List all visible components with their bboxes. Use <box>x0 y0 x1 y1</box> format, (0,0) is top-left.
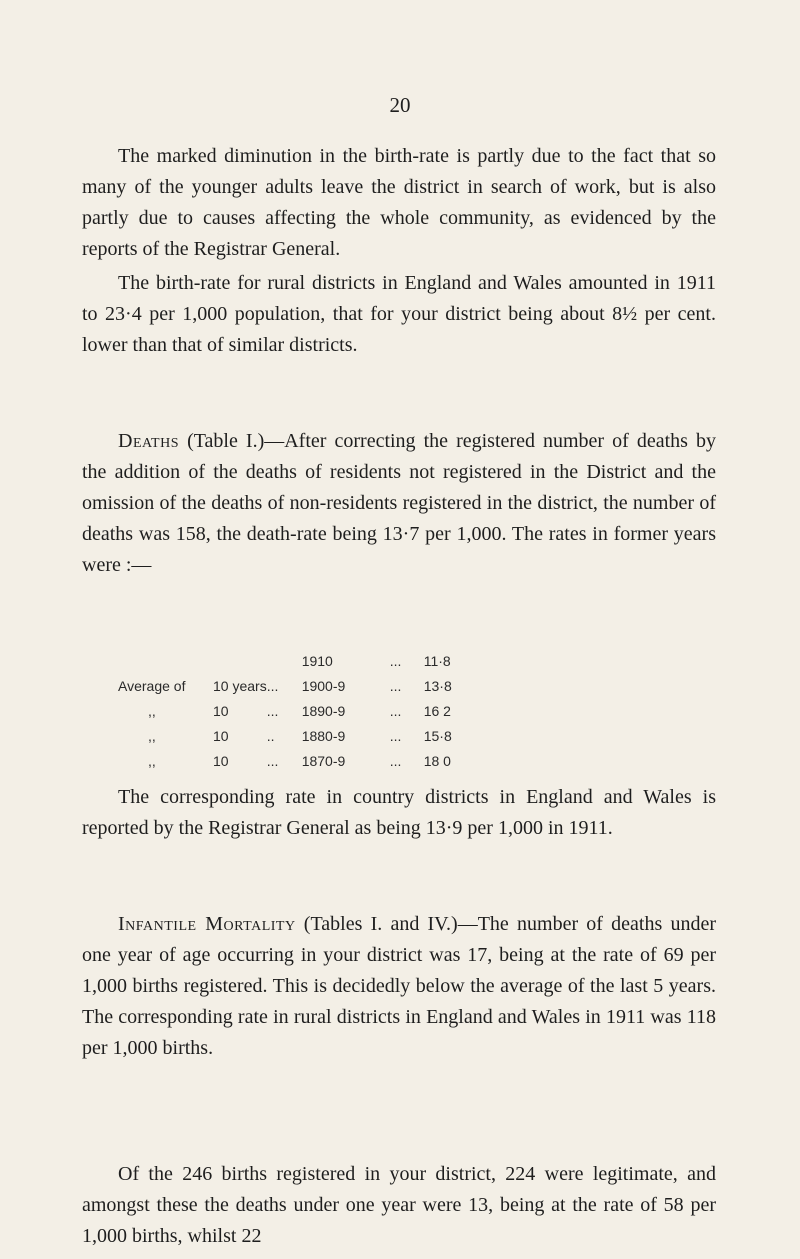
table-row <box>118 673 464 698</box>
row-period: 1870-9 <box>301 752 346 769</box>
row-leader: ... <box>266 702 279 719</box>
paragraph-deaths <box>82 426 716 581</box>
row-label: ,, <box>148 752 156 769</box>
paragraph-rural-birth-rate <box>82 268 716 361</box>
paragraph-legitimate-births <box>82 1159 716 1252</box>
paragraph-infantile-mortality <box>82 909 716 1064</box>
row-leader: ... <box>266 677 279 694</box>
row-years: 10 <box>213 727 229 744</box>
table-row <box>118 698 464 723</box>
row-rate: 13·8 <box>423 677 452 694</box>
table-row <box>118 648 464 673</box>
row-leader: ... <box>266 752 279 769</box>
row-leader: ... <box>389 702 402 719</box>
row-label: Average of <box>118 677 186 694</box>
row-rate: 15·8 <box>423 727 452 744</box>
row-period: 1900-9 <box>301 677 346 694</box>
paragraph-text: The corresponding rate in country districts in England and Wales is reported by the Registrar General as being 13·9 per 1,000 in 1911. <box>82 786 716 839</box>
row-leader: ... <box>389 677 402 694</box>
deaths-heading: Deaths <box>118 430 180 452</box>
row-years: 10 <box>213 702 229 719</box>
infantile-heading: Infantile Mortality <box>118 913 296 935</box>
row-label: ,, <box>148 727 156 744</box>
row-period: 1880-9 <box>301 727 346 744</box>
row-period: 1890-9 <box>301 702 346 719</box>
row-leader: ... <box>389 727 402 744</box>
paragraph-birth-rate-diminution <box>82 141 716 265</box>
paragraph-text: Of the 246 births registered in your district, 224 were legitimate, and amongst these the deaths under one year were 13, being at the rate of 58 per 1,000 births, whilst 22 <box>82 1163 716 1247</box>
paragraph-text: The birth-rate for rural districts in England and Wales amounted in 1911 to 23·4 per 1,000 population, that for your district being about 8½ per cent. lower than that of similar districts. <box>82 272 716 356</box>
row-period: 1910 <box>301 652 333 669</box>
row-leader: ... <box>389 652 402 669</box>
paragraph-text: (Tables I. and IV.)—The number of deaths under one year of age occurring in your district was 17, being at the rate of 69 per 1,000 births registered. This is decidedly below the average of the last 5 years. The corresponding rate in rural districts in England and Wales in 1911 was 118 per 1,000 births. <box>82 913 717 1059</box>
page-number: 20 <box>389 93 411 117</box>
paragraph-text: The marked diminution in the birth-rate is partly due to the fact that so many of the younger adults leave the district in search of work, but is also partly due to causes affecting the whole community, as evidenced by the reports of the Registrar General. <box>82 145 716 260</box>
paragraph-text: (Table I.)—After correcting the registered number of deaths by the addition of the deaths of residents not registered in the District and the omission of the deaths of non-residents registered in the district, the number of deaths was 158, the death-rate being 13·7 per 1,000. The rates in former years were :— <box>82 430 716 576</box>
row-label: ,, <box>148 702 156 719</box>
row-rate: 16 2 <box>423 702 451 719</box>
row-rate: 11·8 <box>423 652 451 669</box>
row-leader: ... <box>389 752 402 769</box>
row-leader: .. <box>266 727 275 744</box>
row-years <box>213 648 267 673</box>
death-rates-table <box>118 648 464 773</box>
row-label <box>118 648 213 673</box>
row-years: 10 years <box>213 677 267 694</box>
row-rate: 18 0 <box>423 752 451 769</box>
row-leader <box>267 648 302 673</box>
table-row <box>118 748 464 773</box>
table-row <box>118 723 464 748</box>
paragraph-country-rate <box>82 782 716 844</box>
row-years: 10 <box>213 752 229 769</box>
